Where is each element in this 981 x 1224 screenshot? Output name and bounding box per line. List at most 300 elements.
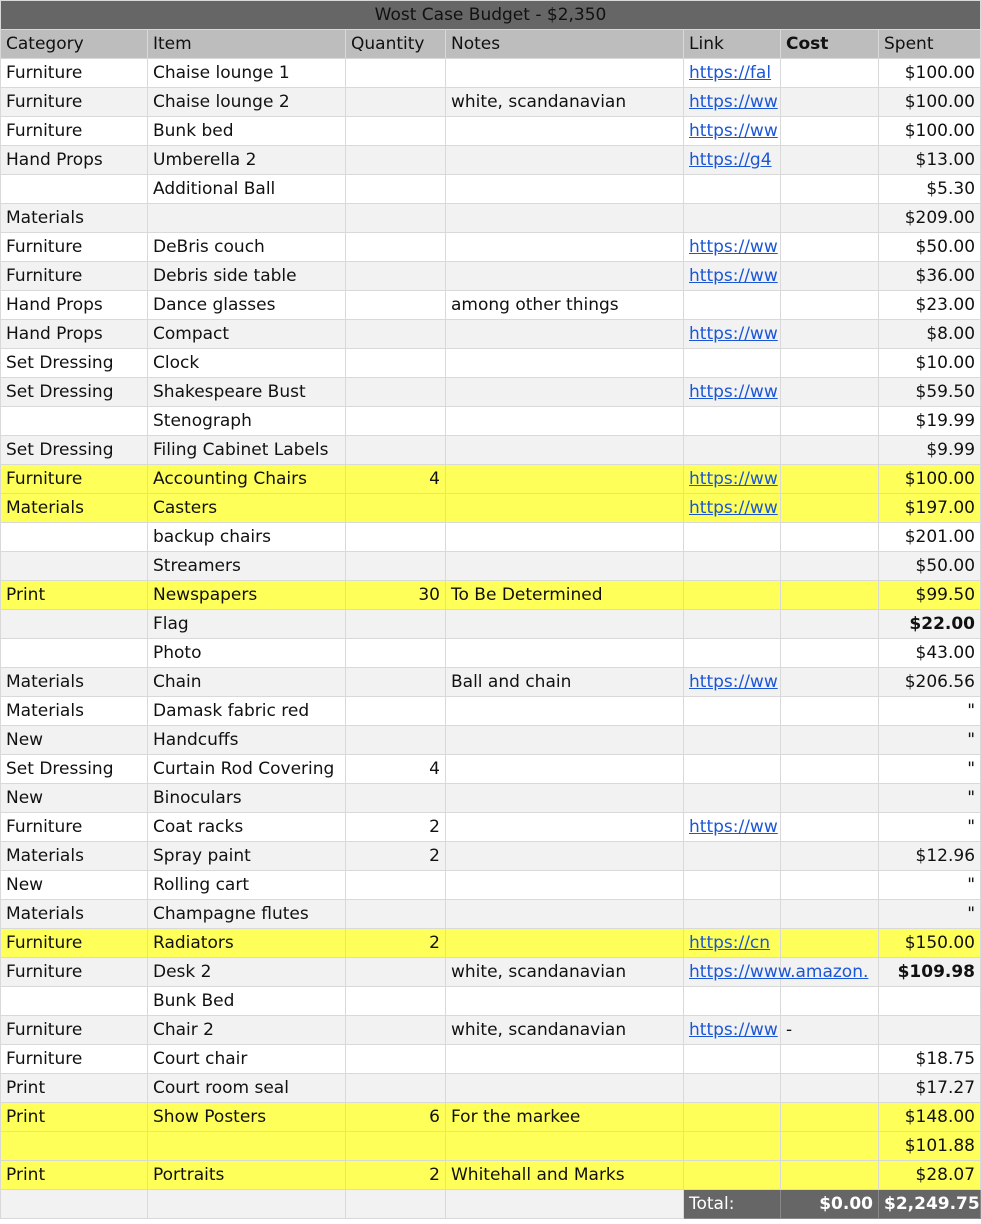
cell-quantity[interactable] <box>346 784 446 813</box>
cell-link[interactable] <box>684 842 781 871</box>
cell-category[interactable]: Furniture <box>1 262 148 291</box>
cell-cost[interactable] <box>781 813 879 842</box>
cell-notes[interactable] <box>446 378 684 407</box>
cell-spent[interactable]: $197.00 <box>879 494 981 523</box>
cell-item[interactable]: Rolling cart <box>148 871 346 900</box>
cell-category[interactable] <box>1 523 148 552</box>
cell-category[interactable]: Print <box>1 1074 148 1103</box>
cell-category[interactable]: Set Dressing <box>1 349 148 378</box>
cell-link[interactable] <box>684 117 781 146</box>
cell-cost[interactable] <box>781 291 879 320</box>
cell-quantity[interactable]: 30 <box>346 581 446 610</box>
total-spent[interactable]: $2,249.75 <box>879 1190 981 1219</box>
cell-item[interactable]: Accounting Chairs <box>148 465 346 494</box>
cell-notes[interactable] <box>446 987 684 1016</box>
cell-item[interactable]: DeBris couch <box>148 233 346 262</box>
empty-cell[interactable] <box>346 1190 446 1219</box>
cell-notes[interactable] <box>446 639 684 668</box>
cell-spent[interactable]: $9.99 <box>879 436 981 465</box>
cell-spent[interactable]: $22.00 <box>879 610 981 639</box>
product-link[interactable]: https://fal <box>689 63 772 83</box>
cell-notes[interactable]: among other things <box>446 291 684 320</box>
cell-notes[interactable] <box>446 494 684 523</box>
cell-spent[interactable]: $109.98 <box>879 958 981 987</box>
cell-notes[interactable] <box>446 465 684 494</box>
cell-spent[interactable] <box>879 987 981 1016</box>
cell-notes[interactable] <box>446 407 684 436</box>
cell-spent[interactable]: $17.27 <box>879 1074 981 1103</box>
cell-cost[interactable] <box>781 1132 879 1161</box>
cell-quantity[interactable] <box>346 1016 446 1045</box>
cell-cost[interactable] <box>781 262 879 291</box>
cell-quantity[interactable]: 2 <box>346 842 446 871</box>
cell-notes[interactable] <box>446 204 684 233</box>
cell-quantity[interactable] <box>346 610 446 639</box>
cell-cost[interactable] <box>781 407 879 436</box>
cell-link[interactable] <box>684 813 781 842</box>
cell-item[interactable]: Portraits <box>148 1161 346 1190</box>
cell-link[interactable] <box>684 697 781 726</box>
cell-notes[interactable] <box>446 1132 684 1161</box>
cell-cost[interactable] <box>781 146 879 175</box>
cell-notes[interactable] <box>446 755 684 784</box>
cell-category[interactable] <box>1 987 148 1016</box>
cell-notes[interactable] <box>446 59 684 88</box>
cell-category[interactable]: Materials <box>1 668 148 697</box>
cell-item[interactable]: Chair 2 <box>148 1016 346 1045</box>
cell-item[interactable]: Damask fabric red <box>148 697 346 726</box>
cell-item[interactable]: Filing Cabinet Labels <box>148 436 346 465</box>
cell-item[interactable]: Bunk bed <box>148 117 346 146</box>
cell-notes[interactable] <box>446 262 684 291</box>
cell-notes[interactable] <box>446 1074 684 1103</box>
cell-link[interactable] <box>684 552 781 581</box>
cell-category[interactable]: Furniture <box>1 465 148 494</box>
cell-category[interactable]: Furniture <box>1 59 148 88</box>
cell-cost[interactable] <box>781 900 879 929</box>
cell-link[interactable] <box>684 900 781 929</box>
cell-link[interactable] <box>684 755 781 784</box>
cell-item[interactable] <box>148 204 346 233</box>
cell-category[interactable]: Print <box>1 1161 148 1190</box>
cell-item[interactable]: Photo <box>148 639 346 668</box>
cell-cost[interactable] <box>781 755 879 784</box>
cell-spent[interactable]: $5.30 <box>879 175 981 204</box>
cell-notes[interactable] <box>446 523 684 552</box>
cell-item[interactable]: Clock <box>148 349 346 378</box>
product-link[interactable]: https://cn <box>689 933 771 953</box>
cell-quantity[interactable] <box>346 117 446 146</box>
cell-spent[interactable]: $100.00 <box>879 117 981 146</box>
cell-spent[interactable]: $13.00 <box>879 146 981 175</box>
cell-quantity[interactable]: 4 <box>346 755 446 784</box>
cell-cost[interactable] <box>781 88 879 117</box>
cell-spent[interactable]: $43.00 <box>879 639 981 668</box>
cell-item[interactable]: Show Posters <box>148 1103 346 1132</box>
cell-spent[interactable]: " <box>879 784 981 813</box>
cell-spent[interactable]: $101.88 <box>879 1132 981 1161</box>
product-link[interactable]: https://ww <box>689 266 778 286</box>
cell-cost[interactable] <box>781 929 879 958</box>
cell-quantity[interactable]: 6 <box>346 1103 446 1132</box>
cell-link[interactable] <box>684 1161 781 1190</box>
cell-notes[interactable] <box>446 175 684 204</box>
cell-quantity[interactable] <box>346 291 446 320</box>
cell-category[interactable]: Furniture <box>1 1016 148 1045</box>
cell-notes[interactable] <box>446 117 684 146</box>
cell-item[interactable]: Compact <box>148 320 346 349</box>
cell-link[interactable] <box>684 59 781 88</box>
cell-item[interactable]: Dance glasses <box>148 291 346 320</box>
product-link[interactable]: https://ww <box>689 237 778 257</box>
empty-cell[interactable] <box>148 1190 346 1219</box>
cell-link[interactable] <box>684 1103 781 1132</box>
cell-cost[interactable] <box>781 494 879 523</box>
cell-cost[interactable] <box>781 552 879 581</box>
cell-spent[interactable]: $206.56 <box>879 668 981 697</box>
cell-item[interactable]: Binoculars <box>148 784 346 813</box>
cell-quantity[interactable] <box>346 639 446 668</box>
cell-link[interactable] <box>684 610 781 639</box>
cell-quantity[interactable]: 2 <box>346 1161 446 1190</box>
cell-spent[interactable]: $100.00 <box>879 88 981 117</box>
cell-item[interactable]: Handcuffs <box>148 726 346 755</box>
cell-spent[interactable]: $59.50 <box>879 378 981 407</box>
cell-link[interactable] <box>684 233 781 262</box>
cell-spent[interactable]: " <box>879 813 981 842</box>
cell-category[interactable]: Furniture <box>1 958 148 987</box>
cell-spent[interactable]: $36.00 <box>879 262 981 291</box>
cell-notes[interactable]: white, scandanavian <box>446 958 684 987</box>
cell-notes[interactable] <box>446 900 684 929</box>
cell-link[interactable] <box>684 262 781 291</box>
cell-item[interactable]: Champagne flutes <box>148 900 346 929</box>
cell-spent[interactable]: $10.00 <box>879 349 981 378</box>
cell-spent[interactable]: $28.07 <box>879 1161 981 1190</box>
product-link[interactable]: https://ww <box>689 498 778 518</box>
empty-cell[interactable] <box>446 1190 684 1219</box>
cell-quantity[interactable] <box>346 320 446 349</box>
cell-item[interactable] <box>148 1132 346 1161</box>
cell-spent[interactable]: $50.00 <box>879 233 981 262</box>
cell-notes[interactable] <box>446 320 684 349</box>
cell-spent[interactable]: " <box>879 697 981 726</box>
cell-spent[interactable]: " <box>879 726 981 755</box>
cell-item[interactable]: Court chair <box>148 1045 346 1074</box>
cell-category[interactable]: Materials <box>1 494 148 523</box>
header-quantity[interactable]: Quantity <box>346 30 446 59</box>
cell-link[interactable] <box>684 581 781 610</box>
product-link[interactable]: https://ww <box>689 469 778 489</box>
cell-spent[interactable] <box>879 1016 981 1045</box>
cell-spent[interactable]: $148.00 <box>879 1103 981 1132</box>
cell-cost[interactable] <box>781 610 879 639</box>
cell-notes[interactable] <box>446 784 684 813</box>
cell-quantity[interactable] <box>346 436 446 465</box>
cell-quantity[interactable] <box>346 59 446 88</box>
cell-item[interactable]: Additional Ball <box>148 175 346 204</box>
cell-quantity[interactable] <box>346 378 446 407</box>
cell-notes[interactable]: Ball and chain <box>446 668 684 697</box>
cell-link[interactable] <box>684 523 781 552</box>
cell-link[interactable] <box>684 465 781 494</box>
cell-item[interactable]: Chain <box>148 668 346 697</box>
cell-link[interactable] <box>684 146 781 175</box>
cell-quantity[interactable]: 2 <box>346 813 446 842</box>
cell-category[interactable]: Hand Props <box>1 146 148 175</box>
cell-quantity[interactable]: 4 <box>346 465 446 494</box>
cell-category[interactable]: Furniture <box>1 233 148 262</box>
cell-item[interactable]: Radiators <box>148 929 346 958</box>
cell-item[interactable]: Debris side table <box>148 262 346 291</box>
total-cost[interactable]: $0.00 <box>781 1190 879 1219</box>
cell-category[interactable]: Materials <box>1 204 148 233</box>
cell-quantity[interactable] <box>346 523 446 552</box>
cell-category[interactable]: Furniture <box>1 117 148 146</box>
cell-spent[interactable]: $18.75 <box>879 1045 981 1074</box>
cell-category[interactable]: Set Dressing <box>1 755 148 784</box>
header-cost[interactable]: Cost <box>781 30 879 59</box>
header-spent[interactable]: Spent <box>879 30 981 59</box>
cell-notes[interactable]: white, scandanavian <box>446 1016 684 1045</box>
cell-category[interactable]: New <box>1 726 148 755</box>
cell-category[interactable]: Print <box>1 581 148 610</box>
cell-link[interactable] <box>684 784 781 813</box>
cell-cost[interactable] <box>781 349 879 378</box>
cell-spent[interactable]: $12.96 <box>879 842 981 871</box>
cell-item[interactable]: Bunk Bed <box>148 987 346 1016</box>
cell-item[interactable]: Spray paint <box>148 842 346 871</box>
cell-quantity[interactable] <box>346 407 446 436</box>
cell-category[interactable]: Furniture <box>1 1045 148 1074</box>
cell-category[interactable] <box>1 552 148 581</box>
cell-quantity[interactable] <box>346 552 446 581</box>
product-link[interactable]: https://ww <box>689 672 778 692</box>
cell-quantity[interactable] <box>346 494 446 523</box>
cell-quantity[interactable] <box>346 88 446 117</box>
cell-spent[interactable]: $100.00 <box>879 59 981 88</box>
product-link[interactable]: https://ww <box>689 121 778 141</box>
product-link[interactable]: https://www.amazon. <box>689 962 869 982</box>
cell-link[interactable] <box>684 378 781 407</box>
cell-category[interactable] <box>1 610 148 639</box>
cell-cost[interactable] <box>781 59 879 88</box>
cell-quantity[interactable] <box>346 349 446 378</box>
header-link[interactable]: Link <box>684 30 781 59</box>
cell-category[interactable]: Materials <box>1 900 148 929</box>
cell-cost[interactable] <box>781 987 879 1016</box>
cell-spent[interactable]: " <box>879 900 981 929</box>
cell-link[interactable] <box>684 1016 781 1045</box>
cell-quantity[interactable] <box>346 146 446 175</box>
cell-notes[interactable] <box>446 436 684 465</box>
cell-item[interactable]: Flag <box>148 610 346 639</box>
cell-notes[interactable] <box>446 146 684 175</box>
cell-category[interactable]: Materials <box>1 697 148 726</box>
cell-notes[interactable] <box>446 929 684 958</box>
cell-notes[interactable] <box>446 233 684 262</box>
cell-notes[interactable] <box>446 871 684 900</box>
cell-link[interactable] <box>684 639 781 668</box>
cell-item[interactable]: Curtain Rod Covering <box>148 755 346 784</box>
cell-cost[interactable] <box>781 204 879 233</box>
header-item[interactable]: Item <box>148 30 346 59</box>
cell-link[interactable] <box>684 1074 781 1103</box>
cell-cost[interactable] <box>781 320 879 349</box>
product-link[interactable]: https://ww <box>689 324 778 344</box>
cell-notes[interactable] <box>446 842 684 871</box>
cell-category[interactable]: New <box>1 784 148 813</box>
cell-quantity[interactable] <box>346 987 446 1016</box>
cell-item[interactable]: Umberella 2 <box>148 146 346 175</box>
cell-cost[interactable] <box>781 668 879 697</box>
cell-link[interactable] <box>684 436 781 465</box>
cell-quantity[interactable] <box>346 1132 446 1161</box>
cell-cost[interactable] <box>781 581 879 610</box>
cell-category[interactable]: Hand Props <box>1 320 148 349</box>
cell-quantity[interactable] <box>346 233 446 262</box>
cell-quantity[interactable] <box>346 262 446 291</box>
cell-spent[interactable]: $8.00 <box>879 320 981 349</box>
cell-cost[interactable]: - <box>781 1016 879 1045</box>
sheet-title[interactable]: Wost Case Budget - $2,350 <box>1 1 981 30</box>
cell-item[interactable]: Stenograph <box>148 407 346 436</box>
cell-item[interactable]: backup chairs <box>148 523 346 552</box>
cell-quantity[interactable] <box>346 726 446 755</box>
empty-cell[interactable] <box>1 1190 148 1219</box>
cell-spent[interactable]: $50.00 <box>879 552 981 581</box>
cell-spent[interactable]: $150.00 <box>879 929 981 958</box>
cell-quantity[interactable] <box>346 900 446 929</box>
cell-cost[interactable] <box>781 697 879 726</box>
cell-link[interactable] <box>684 726 781 755</box>
cell-notes[interactable]: white, scandanavian <box>446 88 684 117</box>
cell-notes[interactable] <box>446 697 684 726</box>
cell-category[interactable]: Set Dressing <box>1 378 148 407</box>
cell-item[interactable]: Desk 2 <box>148 958 346 987</box>
cell-item[interactable]: Casters <box>148 494 346 523</box>
cell-cost[interactable] <box>781 784 879 813</box>
cell-cost[interactable] <box>781 726 879 755</box>
cell-link[interactable] <box>684 204 781 233</box>
cell-category[interactable]: Furniture <box>1 929 148 958</box>
cell-category[interactable] <box>1 175 148 204</box>
product-link[interactable]: https://ww <box>689 382 778 402</box>
cell-cost[interactable] <box>781 1074 879 1103</box>
cell-spent[interactable]: $99.50 <box>879 581 981 610</box>
cell-spent[interactable]: $19.99 <box>879 407 981 436</box>
cell-cost[interactable] <box>781 1103 879 1132</box>
product-link[interactable]: https://ww <box>689 92 778 112</box>
cell-item[interactable]: Chaise lounge 1 <box>148 59 346 88</box>
cell-cost[interactable] <box>781 1045 879 1074</box>
cell-notes[interactable] <box>446 610 684 639</box>
header-notes[interactable]: Notes <box>446 30 684 59</box>
cell-item[interactable]: Chaise lounge 2 <box>148 88 346 117</box>
cell-quantity[interactable] <box>346 958 446 987</box>
cell-link[interactable] <box>684 668 781 697</box>
cell-link[interactable] <box>684 494 781 523</box>
cell-quantity[interactable] <box>346 1074 446 1103</box>
cell-spent[interactable]: $209.00 <box>879 204 981 233</box>
cell-notes[interactable]: Whitehall and Marks <box>446 1161 684 1190</box>
cell-link[interactable] <box>684 871 781 900</box>
cell-cost[interactable] <box>781 175 879 204</box>
product-link[interactable]: https://ww <box>689 817 778 837</box>
cell-quantity[interactable] <box>346 668 446 697</box>
cell-link[interactable] <box>684 1132 781 1161</box>
cell-item[interactable]: Coat racks <box>148 813 346 842</box>
cell-category[interactable] <box>1 639 148 668</box>
cell-cost[interactable] <box>781 117 879 146</box>
cell-notes[interactable]: For the markee <box>446 1103 684 1132</box>
cell-cost[interactable] <box>781 436 879 465</box>
cell-spent[interactable]: $100.00 <box>879 465 981 494</box>
cell-cost[interactable] <box>781 639 879 668</box>
cell-spent[interactable]: $201.00 <box>879 523 981 552</box>
cell-cost[interactable] <box>781 233 879 262</box>
cell-link[interactable] <box>684 291 781 320</box>
cell-notes[interactable] <box>446 349 684 378</box>
cell-notes[interactable] <box>446 813 684 842</box>
cell-category[interactable]: Furniture <box>1 813 148 842</box>
cell-quantity[interactable] <box>346 1045 446 1074</box>
cell-quantity[interactable] <box>346 871 446 900</box>
cell-category[interactable]: Furniture <box>1 88 148 117</box>
cell-cost[interactable] <box>781 871 879 900</box>
cell-link[interactable] <box>684 320 781 349</box>
cell-category[interactable]: Print <box>1 1103 148 1132</box>
header-category[interactable]: Category <box>1 30 148 59</box>
cell-cost[interactable] <box>781 523 879 552</box>
cell-item[interactable]: Court room seal <box>148 1074 346 1103</box>
product-link[interactable]: https://ww <box>689 1020 778 1040</box>
cell-item[interactable]: Shakespeare Bust <box>148 378 346 407</box>
cell-cost[interactable] <box>781 842 879 871</box>
cell-link[interactable] <box>684 175 781 204</box>
cell-link[interactable] <box>684 88 781 117</box>
cell-spent[interactable]: " <box>879 755 981 784</box>
cell-quantity[interactable] <box>346 204 446 233</box>
cell-quantity[interactable] <box>346 697 446 726</box>
cell-spent[interactable]: " <box>879 871 981 900</box>
cell-notes[interactable] <box>446 552 684 581</box>
cell-item[interactable]: Streamers <box>148 552 346 581</box>
cell-cost[interactable] <box>781 1161 879 1190</box>
cell-link[interactable] <box>684 987 781 1016</box>
cell-item[interactable]: Newspapers <box>148 581 346 610</box>
cell-quantity[interactable] <box>346 175 446 204</box>
cell-cost[interactable] <box>781 465 879 494</box>
cell-link[interactable] <box>684 929 781 958</box>
cell-category[interactable]: New <box>1 871 148 900</box>
cell-category[interactable]: Hand Props <box>1 291 148 320</box>
cell-notes[interactable] <box>446 726 684 755</box>
cell-notes[interactable] <box>446 1045 684 1074</box>
cell-category[interactable]: Materials <box>1 842 148 871</box>
cell-link[interactable] <box>684 407 781 436</box>
cell-category[interactable] <box>1 1132 148 1161</box>
cell-cost[interactable] <box>781 378 879 407</box>
cell-spent[interactable]: $23.00 <box>879 291 981 320</box>
cell-category[interactable] <box>1 407 148 436</box>
cell-quantity[interactable]: 2 <box>346 929 446 958</box>
product-link[interactable]: https://g4 <box>689 150 772 170</box>
cell-link[interactable] <box>684 958 869 987</box>
cell-notes[interactable]: To Be Determined <box>446 581 684 610</box>
cell-link[interactable] <box>684 349 781 378</box>
cell-category[interactable]: Set Dressing <box>1 436 148 465</box>
